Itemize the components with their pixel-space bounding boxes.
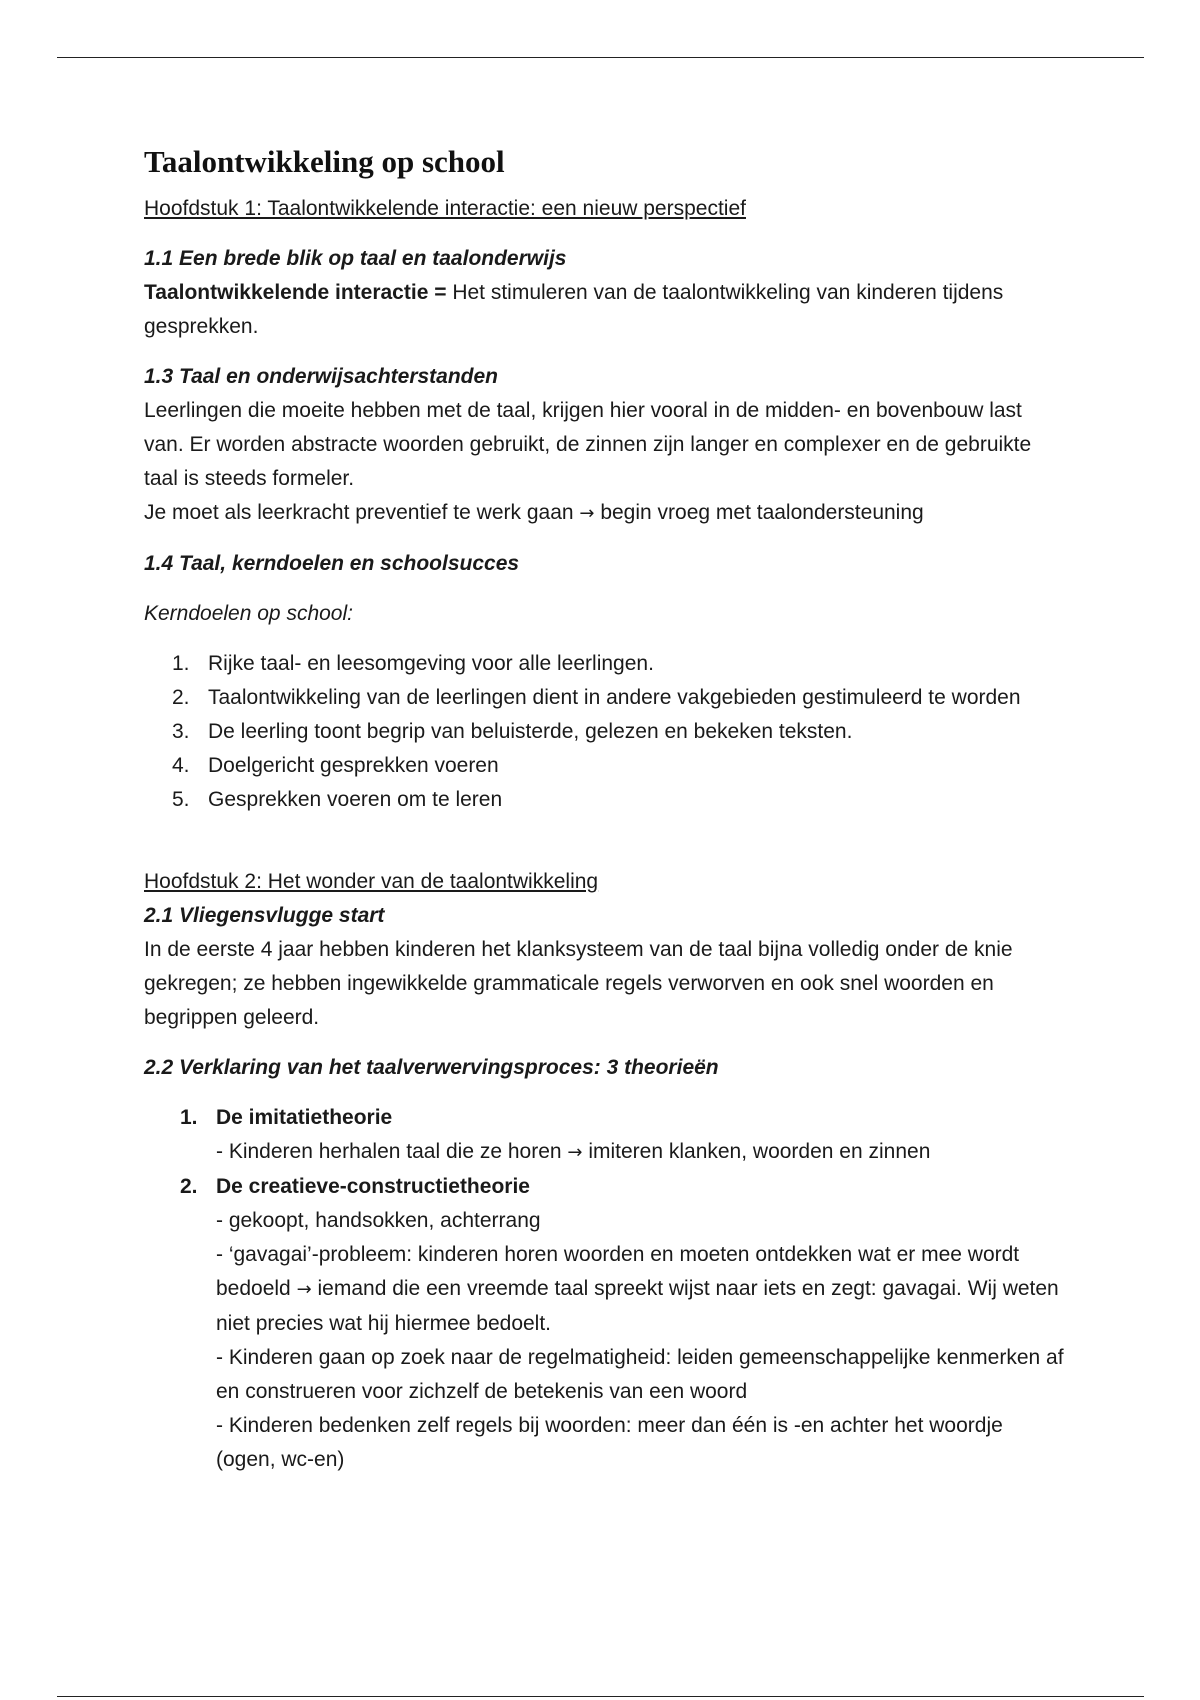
theory-item bbox=[144, 1170, 1064, 1477]
arrow-right-icon: → bbox=[567, 1142, 583, 1163]
header-rule bbox=[57, 57, 1144, 58]
chapter-1-heading: Hoofdstuk 1: Taalontwikkelende interactie: een nieuw perspectief bbox=[144, 197, 746, 220]
advice-text-a: Je moet als leerkracht preventief te werk gaan bbox=[144, 501, 580, 524]
theory-line bbox=[216, 1238, 1064, 1341]
theory-text-b: imiteren klanken, woorden en zinnen bbox=[582, 1140, 931, 1163]
list-text: Rijke taal- en leesomgeving voor alle leerlingen. bbox=[208, 652, 654, 675]
list-item bbox=[144, 647, 1064, 681]
section-1-1-title: 1.1 Een brede blik op taal en taalonderwijs bbox=[144, 247, 567, 270]
list-item bbox=[144, 783, 1064, 817]
list-number: 1. bbox=[172, 652, 190, 675]
theory-line bbox=[216, 1135, 1064, 1170]
definition-equals: = bbox=[428, 281, 453, 304]
list-item bbox=[144, 749, 1064, 783]
theory-item bbox=[144, 1101, 1064, 1170]
list-item bbox=[144, 715, 1064, 749]
section-2-1-title: 2.1 Vliegensvlugge start bbox=[144, 904, 385, 927]
section-1-3-advice bbox=[144, 496, 1064, 531]
section-2-2-title: 2.2 Verklaring van het taalverwervingsproces: 3 theorieën bbox=[144, 1056, 719, 1079]
theory-number: 2. bbox=[180, 1175, 198, 1198]
kerndoelen-intro: Kerndoelen op school: bbox=[144, 602, 353, 625]
theories-list bbox=[144, 1101, 1064, 1477]
theory-title: De imitatietheorie bbox=[216, 1106, 393, 1129]
advice-text-b: begin vroeg met taalondersteuning bbox=[594, 501, 924, 524]
list-text: Taalontwikkeling van de leerlingen dient in andere vakgebieden gestimuleerd te worden bbox=[208, 686, 1021, 709]
chapter-2-heading: Hoofdstuk 2: Het wonder van de taalontwikkeling bbox=[144, 870, 599, 893]
footer-rule bbox=[57, 1696, 1144, 1697]
theory-text-a: - Kinderen herhalen taal die ze horen bbox=[216, 1140, 568, 1163]
arrow-right-icon: → bbox=[579, 503, 595, 524]
theory-text-a: - ‘gavagai’-probleem: kinderen horen woorden en moeten ontdekken wat er mee wordt bedoeld bbox=[216, 1243, 1020, 1300]
section-1-4-title: 1.4 Taal, kerndoelen en schoolsucces bbox=[144, 552, 520, 575]
section-1-3-title: 1.3 Taal en onderwijsachterstanden bbox=[144, 365, 499, 388]
document-body bbox=[144, 140, 1064, 1477]
list-text: De leerling toont begrip van beluisterde, gelezen en bekeken teksten. bbox=[208, 720, 853, 743]
kerndoelen-list bbox=[144, 647, 1064, 817]
document-title: Taalontwikkeling op school bbox=[144, 144, 505, 179]
definition-text: Het stimuleren van de taalontwikkeling van kinderen tijdens gesprekken. bbox=[144, 281, 1004, 338]
theory-number: 1. bbox=[180, 1106, 198, 1129]
section-1-3-paragraph: Leerlingen die moeite hebben met de taal, krijgen hier vooral in de midden- en bovenbouw last van. Er worden abstracte woorden gebruikt, de zinnen zijn langer en complexer en de gebruikte taal is steeds formeler. bbox=[144, 399, 1032, 490]
theory-title: De creatieve-constructietheorie bbox=[216, 1175, 530, 1198]
theory-line: - gekoopt, handsokken, achterrang bbox=[216, 1209, 541, 1232]
theory-text-b: iemand die een vreemde taal spreekt wijst naar iets en zegt: gavagai. Wij weten niet precies wat hij hiermee bedoelt. bbox=[216, 1277, 1059, 1335]
list-number: 4. bbox=[172, 754, 190, 777]
arrow-right-icon: → bbox=[296, 1279, 312, 1300]
list-text: Doelgericht gesprekken voeren bbox=[208, 754, 499, 777]
theory-line: - Kinderen bedenken zelf regels bij woorden: meer dan één is -en achter het woordje (ogen, wc-en) bbox=[216, 1414, 1003, 1471]
definition-term: Taalontwikkelende interactie bbox=[144, 281, 429, 304]
list-item bbox=[144, 681, 1064, 715]
list-number: 3. bbox=[172, 720, 190, 743]
list-text: Gesprekken voeren om te leren bbox=[208, 788, 503, 811]
list-number: 2. bbox=[172, 686, 190, 709]
section-1-1-definition bbox=[144, 276, 1064, 344]
theory-line: - Kinderen gaan op zoek naar de regelmatigheid: leiden gemeenschappelijke kenmerken af en construeren voor zichzelf de betekenis van een woord bbox=[216, 1346, 1064, 1403]
list-number: 5. bbox=[172, 788, 190, 811]
section-2-1-paragraph: In de eerste 4 jaar hebben kinderen het klanksysteem van de taal bijna volledig onder de knie gekregen; ze hebben ingewikkelde grammaticale regels verworven en ook snel woorden en begrippen geleerd. bbox=[144, 938, 1013, 1029]
